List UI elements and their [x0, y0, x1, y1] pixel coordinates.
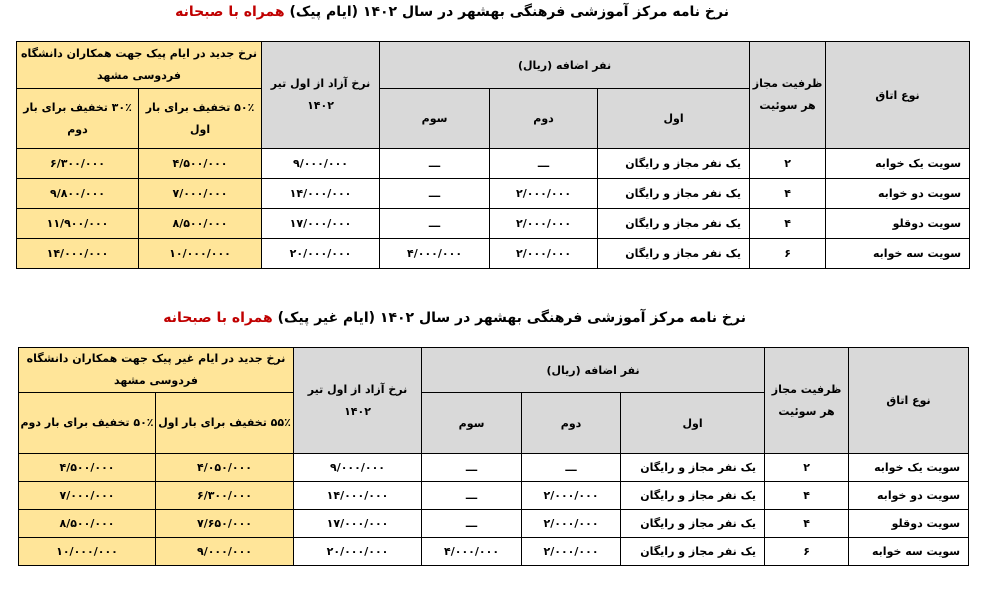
table-row	[17, 179, 970, 209]
cell-free-rate: ۲۰/۰۰۰/۰۰۰	[294, 538, 422, 566]
cell-free-rate: ۹/۰۰۰/۰۰۰	[262, 149, 380, 179]
header-extra-person: نفر اضافه (ریال)	[380, 42, 750, 89]
header-capacity: ظرفیت مجاز هر سوئیت	[765, 348, 849, 454]
table1-title-breakfast: همراه با صبحانه	[175, 4, 285, 20]
cell-discount-second: ۱۴/۰۰۰/۰۰۰	[17, 239, 139, 269]
table2-title-main: نرخ نامه مرکز آموزشی فرهنگی بهشهر در سال ۱۴۰۲ (ایام غیر پیک)	[277, 310, 746, 326]
cell-capacity: ۶	[765, 538, 849, 566]
cell-extra-second: ۲/۰۰۰/۰۰۰	[490, 179, 598, 209]
cell-extra-third: ـــ	[380, 209, 490, 239]
cell-capacity: ۴	[765, 482, 849, 510]
cell-extra-first: یک نفر مجاز و رایگان	[598, 179, 750, 209]
cell-room: سویت دو خوابه	[849, 482, 969, 510]
table-row	[19, 538, 969, 566]
cell-room: سویت دو خوابه	[826, 179, 970, 209]
cell-extra-third: ۴/۰۰۰/۰۰۰	[380, 239, 490, 269]
cell-capacity: ۴	[750, 209, 826, 239]
cell-extra-second: ۲/۰۰۰/۰۰۰	[490, 209, 598, 239]
table-row	[19, 454, 969, 482]
cell-extra-first: یک نفر مجاز و رایگان	[621, 538, 765, 566]
table1-title-main: نرخ نامه مرکز آموزشی فرهنگی بهشهر در سال ۱۴۰۲ (ایام پیک)	[289, 4, 729, 20]
cell-extra-second: ۲/۰۰۰/۰۰۰	[522, 482, 621, 510]
cell-discount-second: ۴/۵۰۰/۰۰۰	[19, 454, 156, 482]
cell-discount-first: ۴/۰۵۰/۰۰۰	[156, 454, 294, 482]
cell-extra-second: ـــ	[490, 149, 598, 179]
header-discount-first: ۵۰٪ تخفیف برای بار اول	[139, 89, 262, 149]
cell-extra-third: ـــ	[422, 454, 522, 482]
cell-room: سویت سه خوابه	[826, 239, 970, 269]
cell-extra-second: ۲/۰۰۰/۰۰۰	[490, 239, 598, 269]
cell-extra-third: ـــ	[380, 179, 490, 209]
peak-rates-table	[16, 41, 970, 269]
table-row	[17, 239, 970, 269]
cell-capacity: ۴	[750, 179, 826, 209]
header-extra-person: نفر اضافه (ریال)	[422, 348, 765, 393]
off-peak-rates-table	[18, 347, 969, 566]
cell-discount-first: ۷/۰۰۰/۰۰۰	[139, 179, 262, 209]
cell-capacity: ۲	[750, 149, 826, 179]
cell-room: سویت سه خوابه	[849, 538, 969, 566]
cell-discount-second: ۸/۵۰۰/۰۰۰	[19, 510, 156, 538]
cell-capacity: ۲	[765, 454, 849, 482]
cell-extra-first: یک نفر مجاز و رایگان	[598, 149, 750, 179]
cell-discount-first: ۸/۵۰۰/۰۰۰	[139, 209, 262, 239]
cell-extra-first: یک نفر مجاز و رایگان	[598, 239, 750, 269]
cell-room: سویت یک خوابه	[826, 149, 970, 179]
header-extra-third: سوم	[380, 89, 490, 149]
cell-extra-first: یک نفر مجاز و رایگان	[621, 454, 765, 482]
cell-free-rate: ۱۴/۰۰۰/۰۰۰	[294, 482, 422, 510]
cell-discount-first: ۴/۵۰۰/۰۰۰	[139, 149, 262, 179]
cell-free-rate: ۲۰/۰۰۰/۰۰۰	[262, 239, 380, 269]
table2-title	[163, 310, 746, 326]
cell-discount-first: ۱۰/۰۰۰/۰۰۰	[139, 239, 262, 269]
table-row	[19, 510, 969, 538]
cell-extra-third: ۴/۰۰۰/۰۰۰	[422, 538, 522, 566]
header-room-type: نوع اتاق	[849, 348, 969, 454]
cell-extra-second: ۲/۰۰۰/۰۰۰	[522, 538, 621, 566]
header-free-rate: نرخ آزاد از اول تیر ۱۴۰۲	[262, 42, 380, 149]
table-row	[17, 149, 970, 179]
table-row	[17, 209, 970, 239]
cell-extra-third: ـــ	[422, 482, 522, 510]
header-new-rate: نرخ جدید در ایام پیک جهت همکاران دانشگاه فردوسی مشهد	[17, 42, 262, 89]
cell-room: سویت یک خوابه	[849, 454, 969, 482]
header-room-type: نوع اتاق	[826, 42, 970, 149]
header-new-rate: نرخ جدید در ایام غیر پیک جهت همکاران دانشگاه فردوسی مشهد	[19, 348, 294, 393]
cell-discount-second: ۶/۳۰۰/۰۰۰	[17, 149, 139, 179]
header-extra-third: سوم	[422, 393, 522, 454]
cell-discount-second: ۱۰/۰۰۰/۰۰۰	[19, 538, 156, 566]
header-discount-second: ۳۰٪ تخفیف برای بار دوم	[17, 89, 139, 149]
cell-free-rate: ۱۴/۰۰۰/۰۰۰	[262, 179, 380, 209]
cell-extra-second: ۲/۰۰۰/۰۰۰	[522, 510, 621, 538]
header-extra-first: اول	[598, 89, 750, 149]
cell-discount-second: ۷/۰۰۰/۰۰۰	[19, 482, 156, 510]
cell-discount-first: ۹/۰۰۰/۰۰۰	[156, 538, 294, 566]
cell-extra-third: ـــ	[380, 149, 490, 179]
cell-room: سویت دوقلو	[826, 209, 970, 239]
cell-extra-second: ـــ	[522, 454, 621, 482]
cell-discount-second: ۱۱/۹۰۰/۰۰۰	[17, 209, 139, 239]
header-free-rate: نرخ آزاد از اول تیر ۱۴۰۲	[294, 348, 422, 454]
cell-discount-first: ۶/۳۰۰/۰۰۰	[156, 482, 294, 510]
cell-free-rate: ۹/۰۰۰/۰۰۰	[294, 454, 422, 482]
table-row	[19, 482, 969, 510]
header-discount-second: ۵۰٪ تخفیف برای بار دوم	[19, 393, 156, 454]
header-extra-second: دوم	[522, 393, 621, 454]
cell-extra-third: ـــ	[422, 510, 522, 538]
cell-capacity: ۴	[765, 510, 849, 538]
cell-extra-first: یک نفر مجاز و رایگان	[621, 510, 765, 538]
cell-discount-second: ۹/۸۰۰/۰۰۰	[17, 179, 139, 209]
cell-free-rate: ۱۷/۰۰۰/۰۰۰	[294, 510, 422, 538]
header-discount-first: ۵۵٪ تخفیف برای بار اول	[156, 393, 294, 454]
cell-capacity: ۶	[750, 239, 826, 269]
header-extra-second: دوم	[490, 89, 598, 149]
cell-discount-first: ۷/۶۵۰/۰۰۰	[156, 510, 294, 538]
table1-title	[175, 4, 729, 20]
cell-free-rate: ۱۷/۰۰۰/۰۰۰	[262, 209, 380, 239]
header-extra-first: اول	[621, 393, 765, 454]
cell-extra-first: یک نفر مجاز و رایگان	[621, 482, 765, 510]
cell-room: سویت دوقلو	[849, 510, 969, 538]
cell-extra-first: یک نفر مجاز و رایگان	[598, 209, 750, 239]
table2-title-breakfast: همراه با صبحانه	[163, 310, 273, 326]
header-capacity: ظرفیت مجاز هر سوئیت	[750, 42, 826, 149]
